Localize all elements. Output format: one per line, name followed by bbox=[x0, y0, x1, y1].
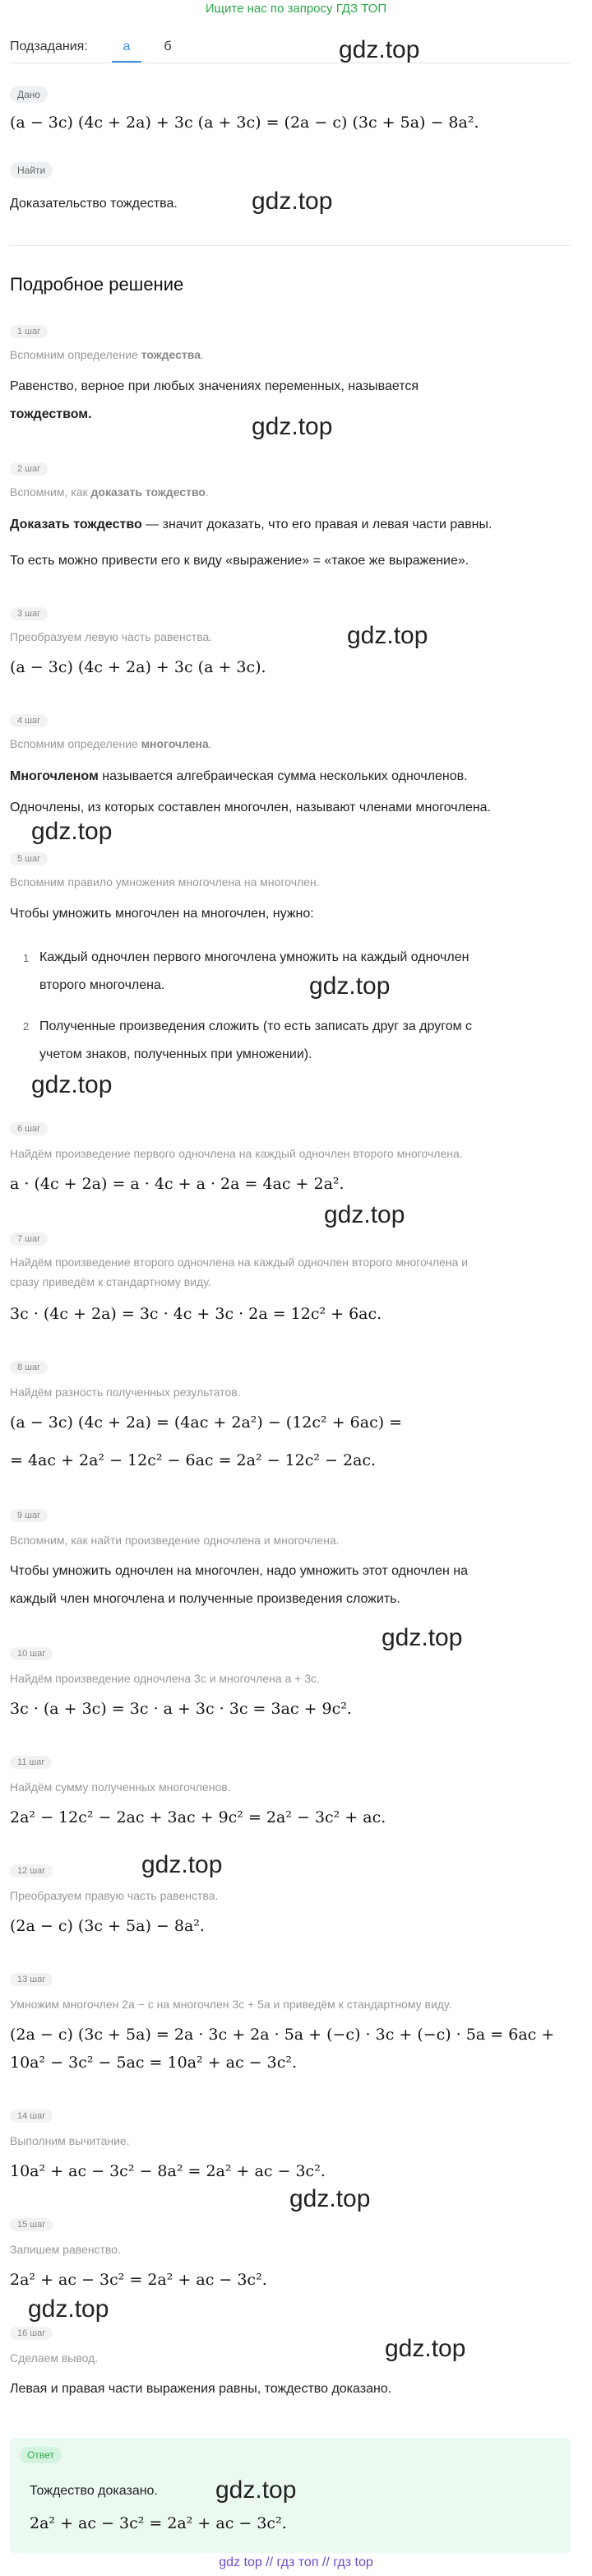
step-hint: Найдём произведение одночлена 3c и многочлена a + 3c. bbox=[10, 1672, 320, 1685]
step-hint: Вспомним определение многочлена. bbox=[10, 737, 212, 750]
step-math: = 4ac + 2a² − 12c² − 6ac = 2a² − 12c² − 2ac. bbox=[10, 1451, 377, 1469]
step-math: a · (4c + 2a) = a · 4c + a · 2a = 4ac + 2a². bbox=[10, 1175, 345, 1193]
watermark: gdz.top bbox=[141, 1851, 223, 1878]
list-item: Полученные произведения сложить (то есть записать друг за другом с bbox=[39, 1019, 473, 1033]
find-text: Доказательство тождества. bbox=[10, 197, 178, 211]
list-number: 2 bbox=[23, 1020, 30, 1033]
step-badge: 2 шаг bbox=[10, 461, 48, 476]
step-hint: Вспомним, как найти произведение одночлена и многочлена. bbox=[10, 1534, 340, 1547]
step-text: Многочленом называется алгебраическая сумма нескольких одночленов. bbox=[10, 769, 468, 783]
step-hint: Найдём разность полученных результатов. bbox=[10, 1385, 241, 1399]
step-text: Одночлены, из которых составлен многочлен, называют членами многочлена. bbox=[10, 801, 492, 815]
watermark: gdz.top bbox=[382, 1624, 463, 1651]
watermark: gdz.top bbox=[347, 622, 428, 649]
list-item: Каждый одночлен первого многочлена умножить на каждый одночлен bbox=[39, 950, 469, 964]
watermark: gdz.top bbox=[215, 2476, 297, 2504]
watermark: gdz.top bbox=[252, 188, 333, 215]
given-equation: (a − 3c) (4c + 2a) + 3c (a + 3c) = (2a − c) (3c + 5a) − 8a². bbox=[10, 114, 479, 132]
step-hint: Сделаем вывод. bbox=[10, 2351, 99, 2365]
solution-title: Подробное решение bbox=[10, 274, 184, 295]
step-badge: 11 шаг bbox=[10, 1754, 52, 1769]
step-hint: Запишем равенство. bbox=[10, 2243, 121, 2256]
tab-b[interactable]: б bbox=[164, 39, 172, 53]
step-math: 10a² + ac − 3c² − 8a² = 2a² + ac − 3c². bbox=[10, 2162, 326, 2180]
step-math: (2a − c) (3c + 5a) = 2a · 3c + 2a · 5a + (−c) · 3c + (−c) · 5a = 6ac + bbox=[10, 2026, 555, 2044]
step-math: (2a − c) (3c + 5a) − 8a². bbox=[10, 1917, 205, 1935]
step-hint: Найдём произведение второго одночлена на каждый одночлен второго многочлена и bbox=[10, 1256, 469, 1269]
top-banner[interactable]: Ищите нас по запросу ГДЗ ТОП bbox=[205, 2, 387, 16]
step-badge: 13 шаг bbox=[10, 1971, 53, 1986]
step-math: (a − 3c) (4c + 2a) + 3c (a + 3c). bbox=[10, 658, 266, 676]
step-badge: 8 шаг bbox=[10, 1359, 48, 1374]
step-text: Левая и правая части выражения равны, тождество доказано. bbox=[10, 2382, 392, 2396]
step-math: 3c · (4c + 2a) = 3c · 4c + 3c · 2a = 12c² + 6ac. bbox=[10, 1305, 382, 1323]
step-hint: сразу приведём к стандартному виду. bbox=[10, 1275, 211, 1288]
watermark: gdz.top bbox=[252, 413, 333, 440]
watermark: gdz.top bbox=[339, 36, 420, 63]
step-badge: 7 шаг bbox=[10, 1231, 48, 1246]
list-number: 1 bbox=[23, 952, 30, 964]
watermark: gdz.top bbox=[309, 972, 391, 1000]
step-hint: Вспомним определение тождества. bbox=[10, 348, 204, 361]
step-text: каждый член многочлена и полученные произведения сложить. bbox=[10, 1592, 400, 1606]
step-hint: Найдём произведение первого одночлена на каждый одночлен второго многочлена. bbox=[10, 1147, 463, 1160]
step-text: Доказать тождество — значит доказать, что его правая и левая части равны. bbox=[10, 518, 493, 531]
step-badge: 6 шаг bbox=[10, 1121, 48, 1135]
list-item: учетом знаков, полученных при умножении). bbox=[39, 1047, 312, 1061]
list-item: второго многочлена. bbox=[39, 978, 165, 992]
step-badge: 3 шаг bbox=[10, 606, 48, 620]
divider bbox=[10, 245, 571, 246]
step-text: Чтобы умножить одночлен на многочлен, надо умножить этот одночлен на bbox=[10, 1564, 468, 1578]
step-hint: Найдём сумму полученных многочленов. bbox=[10, 1780, 231, 1794]
watermark: gdz.top bbox=[31, 1071, 113, 1098]
step-text: Равенство, верное при любых значениях переменных, называется bbox=[10, 379, 419, 393]
step-badge: 5 шаг bbox=[10, 851, 48, 866]
step-badge: 9 шаг bbox=[10, 1507, 48, 1522]
step-hint: Преобразуем правую часть равенства. bbox=[10, 1889, 219, 1902]
subtasks-label: Подзадания: bbox=[10, 39, 88, 53]
step-badge: 15 шаг bbox=[10, 2216, 53, 2231]
step-badge: 4 шаг bbox=[10, 712, 48, 727]
watermark: gdz.top bbox=[31, 818, 113, 845]
step-text: То есть можно привести его к виду «выражение» = «такое же выражение». bbox=[10, 554, 469, 568]
step-math: 10a² − 3c² − 5ac = 10a² + ac − 3c². bbox=[10, 2054, 297, 2072]
answer-badge: Ответ bbox=[20, 2448, 62, 2462]
step-badge: 1 шаг bbox=[10, 323, 48, 338]
tab-a[interactable]: а bbox=[112, 33, 141, 63]
step-hint: Вспомним правило умножения многочлена на многочлен. bbox=[10, 875, 320, 889]
step-hint: Умножим многочлен 2a − c на многочлен 3c + 5a и приведём к стандартному виду. bbox=[10, 1998, 452, 2011]
step-hint: Выполним вычитание. bbox=[10, 2134, 130, 2147]
footer-links[interactable]: gdz top // гдз топ // гдз top bbox=[219, 2555, 373, 2569]
step-math: 2a² + ac − 3c² = 2a² + ac − 3c². bbox=[10, 2271, 267, 2289]
step-hint: Преобразуем левую часть равенства. bbox=[10, 630, 213, 643]
step-badge: 16 шаг bbox=[10, 2325, 53, 2340]
watermark: gdz.top bbox=[324, 1201, 405, 1228]
step-text: тождеством. bbox=[10, 407, 92, 421]
step-badge: 14 шаг bbox=[10, 2108, 53, 2123]
answer-math: 2a² + ac − 3c² = 2a² + ac − 3c². bbox=[30, 2514, 287, 2532]
answer-text: Тождество доказано. bbox=[30, 2484, 158, 2498]
find-badge: Найти bbox=[10, 163, 53, 178]
watermark: gdz.top bbox=[385, 2335, 466, 2362]
step-hint: Вспомним, как доказать тождество. bbox=[10, 485, 209, 499]
step-badge: 12 шаг bbox=[10, 1863, 53, 1877]
step-math: 3c · (a + 3c) = 3c · a + 3c · 3c = 3ac + 9c². bbox=[10, 1700, 352, 1718]
step-text: Чтобы умножить многочлен на многочлен, нужно: bbox=[10, 907, 314, 921]
watermark: gdz.top bbox=[289, 2185, 371, 2212]
given-badge: Дано bbox=[10, 87, 48, 102]
step-math: (a − 3c) (4c + 2a) = (4ac + 2a²) − (12c² + 6ac) = bbox=[10, 1413, 403, 1432]
step-badge: 10 шаг bbox=[10, 1645, 53, 1660]
watermark: gdz.top bbox=[28, 2295, 109, 2323]
step-math: 2a² − 12c² − 2ac + 3ac + 9c² = 2a² − 3c² + ac. bbox=[10, 1808, 386, 1826]
